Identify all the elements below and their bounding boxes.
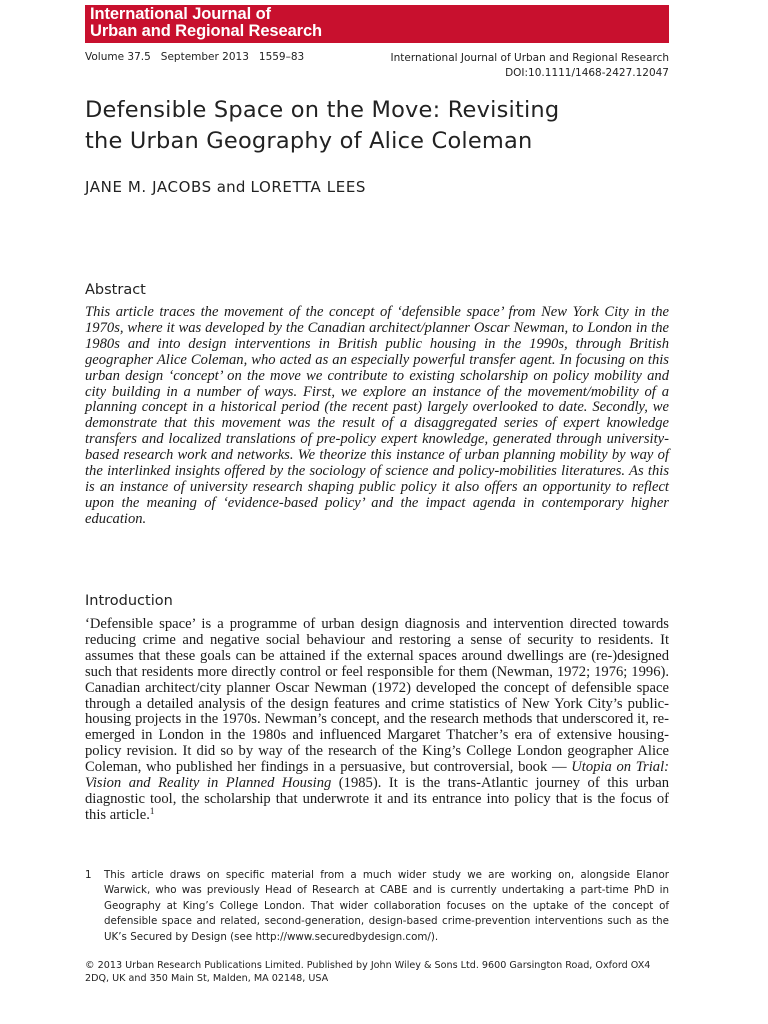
copyright-notice: © 2013 Urban Research Publications Limited. Published by John Wiley & Sons Ltd. 9600 Garsington Road, Oxford OX4 2DQ, UK and 350 Main St, Malden, MA 02148, USA — [85, 960, 651, 984]
abstract-heading: Abstract — [85, 282, 146, 298]
introduction-text — [85, 617, 669, 824]
footnote-number: 1 — [85, 869, 92, 881]
footnote-reference[interactable]: 1 — [149, 805, 155, 816]
doi[interactable]: DOI:10.1111/1468-2427.12047 — [505, 67, 669, 79]
banner-line-1: International Journal of — [90, 5, 271, 23]
book-title: Utopia on Trial: Vision and Reality in Planned Housing — [85, 759, 669, 792]
journal-banner-title — [90, 6, 322, 40]
article-title — [85, 95, 685, 157]
journal-name: International Journal of Urban and Regional Research — [390, 52, 669, 64]
title-line-1: Defensible Space on the Move: Revisiting — [85, 97, 560, 123]
footnote-text: This article draws on specific material from a much wider study we are working on, alongside Elanor Warwick, who was previously Head of Research at CABE and is currently undertaking a part-time PhD in Geography at King’s College London. That wider collaboration focuses on the uptake of the concept of defensible space and related, second-generation, design-based crime-prevention interventions such as the UK’s Secured by Design (see http://www.securedbydesign.com/). — [104, 869, 669, 943]
title-line-2: the Urban Geography of Alice Coleman — [85, 128, 533, 154]
intro-text-part-1: ‘Defensible space’ is a programme of urban design diagnosis and intervention directed towards reducing crime and negative social behaviour and restoring a sense of security to residents. It assumes that these goals can be attained if the external spaces around dwellings are (re-)designed such that residents more directly control or feel responsible for them (Newman, 1972; 1976; 1996). Canadian architect/city planner Oscar Newman (1972) developed the concept of defensible space through a detailed analysis of the design features and crime statistics of New York City’s public-housing projects in the 1970s. Newman’s concept, and the research methods that underscored it, re-emerged in London in the 1980s and influenced Margaret Thatcher’s era of extensive housing-policy revision. It did so by way of the research of the King’s College London geographer Alice Coleman, who published her findings in a persuasive, but controversial, book — — [85, 616, 669, 776]
issue-info: Volume 37.5 September 2013 1559–83 — [85, 51, 305, 63]
abstract-text: This article traces the movement of the concept of ‘defensible space’ from New York City in the 1970s, where it was developed by the Canadian architect/planner Oscar Newman, to London in the 1980s and into design interventions in British public housing in the 1990s, through British geographer Alice Coleman, who acted as an especially powerful transfer agent. In focusing on this urban design ‘concept’ on the move we contribute to existing scholarship on policy mobility and city building in a number of ways. First, we explore an instance of the movement/mobility of a planning concept in a historical period (the recent past) largely overlooked to date. Secondly, we demonstrate that this movement was the result of a disaggregated series of expert knowledge transfers and localized translations of pre-policy expert knowledge, generated through university-based research work and networks. We theorize this instance of urban planning mobility by way of the interlinked insights offered by the sociology of science and policy-mobilities literatures. As this is an instance of university research shaping public policy it also offers an opportunity to reflect upon the meaning of ‘evidence-based policy’ and the impact agenda in contemporary higher education. — [85, 304, 669, 527]
intro-text-part-2: (1985). It is the trans-Atlantic journey of this urban diagnostic tool, the scholarship that underwrote it and its entrance into policy that is the focus of this article. — [85, 775, 670, 823]
journal-banner — [85, 5, 669, 43]
author-lees: LORETTA LEES — [250, 178, 367, 196]
footnote — [85, 868, 669, 945]
author-jacobs: JANE M. JACOBS — [85, 178, 212, 196]
introduction-heading: Introduction — [85, 593, 173, 609]
banner-line-2: Urban and Regional Research — [90, 22, 323, 40]
journal-citation — [391, 51, 669, 81]
authors — [85, 178, 366, 196]
author-conjunction: and — [211, 178, 251, 196]
